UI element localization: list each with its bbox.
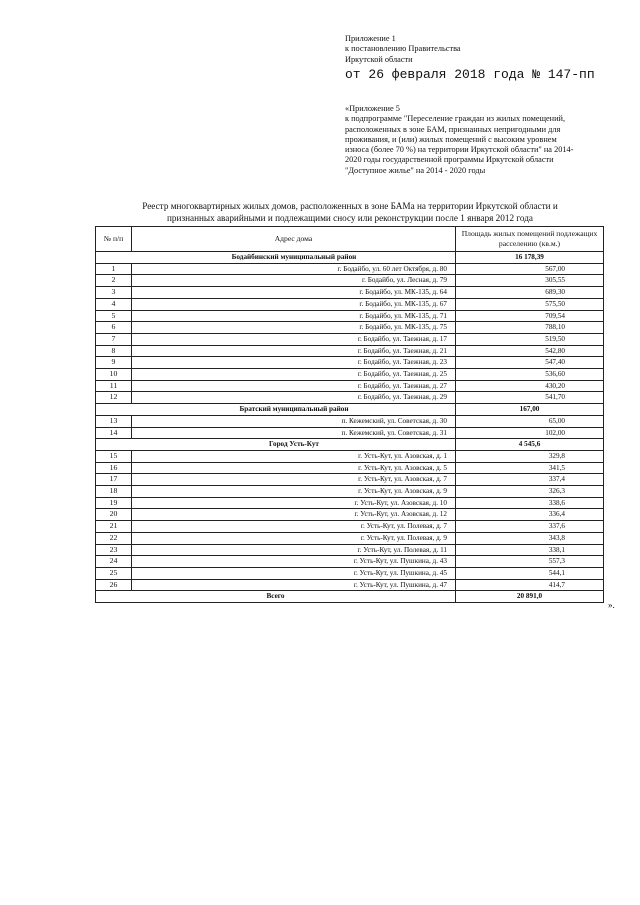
table-body xyxy=(96,252,604,603)
appendix-5-line: проживания, и (или) жилых помещений с высоким уровнем xyxy=(345,134,557,144)
row-number: 5 xyxy=(96,310,132,322)
table-row xyxy=(96,357,604,369)
row-number: 12 xyxy=(96,392,132,404)
living-area: 567,00 xyxy=(456,263,604,275)
group-name: Город Усть-Кут xyxy=(96,439,456,451)
house-address: г. Бодайбо, ул. Таежная, д. 25 xyxy=(132,369,456,381)
row-number: 16 xyxy=(96,462,132,474)
living-area: 341,5 xyxy=(456,462,604,474)
table-row xyxy=(96,462,604,474)
total-value: 20 891,0 xyxy=(456,591,604,603)
table-row xyxy=(96,556,604,568)
row-number: 6 xyxy=(96,322,132,334)
living-area: 343,8 xyxy=(456,532,604,544)
house-address: г. Усть-Кут, ул. Пушкина, д. 43 xyxy=(132,556,456,568)
row-number: 23 xyxy=(96,544,132,556)
house-address: г. Бодайбо, ул. Таежная, д. 21 xyxy=(132,345,456,357)
row-number: 14 xyxy=(96,427,132,439)
group-name: Бодайбинский муниципальный район xyxy=(96,252,456,264)
table-row xyxy=(96,275,604,287)
table-row xyxy=(96,263,604,275)
living-area: 336,4 xyxy=(456,509,604,521)
house-address: г. Бодайбо, ул. Таежная, д. 17 xyxy=(132,333,456,345)
row-number: 2 xyxy=(96,275,132,287)
house-address: п. Кежемский, ул. Советская, д. 30 xyxy=(132,415,456,427)
row-number: 4 xyxy=(96,298,132,310)
table-row xyxy=(96,450,604,462)
row-number: 26 xyxy=(96,579,132,591)
table-row xyxy=(96,287,604,299)
table-row xyxy=(96,579,604,591)
title-line: признанных аварийными и подлежащими сносу или реконструкции после 1 января 2012 года xyxy=(167,212,533,223)
table-row xyxy=(96,415,604,427)
row-number: 3 xyxy=(96,287,132,299)
table-header-row xyxy=(96,227,604,252)
appendix-1-line: к постановлению Правительства xyxy=(345,44,461,54)
house-address: п. Кежемский, ул. Советская, д. 31 xyxy=(132,427,456,439)
living-area: 536,60 xyxy=(456,369,604,381)
house-address: г. Усть-Кут, ул. Азовская, д. 5 xyxy=(132,462,456,474)
table-row xyxy=(96,392,604,404)
living-area: 541,70 xyxy=(456,392,604,404)
table-row xyxy=(96,333,604,345)
living-area: 337,6 xyxy=(456,521,604,533)
house-address: г. Бодайбо, ул. Таежная, д. 23 xyxy=(132,357,456,369)
total-row xyxy=(96,591,604,603)
house-address: г. Бодайбо, ул. МК-135, д. 71 xyxy=(132,310,456,322)
row-number: 24 xyxy=(96,556,132,568)
living-area: 547,40 xyxy=(456,357,604,369)
house-address: г. Бодайбо, ул. Таежная, д. 27 xyxy=(132,380,456,392)
house-address: г. Усть-Кут, ул. Полевая, д. 9 xyxy=(132,532,456,544)
group-row xyxy=(96,252,604,264)
row-number: 8 xyxy=(96,345,132,357)
appendix-5-line: к подпрограмме "Переселение граждан из жилых помещений, xyxy=(345,114,566,124)
table-row xyxy=(96,298,604,310)
row-number: 22 xyxy=(96,532,132,544)
house-address: г. Усть-Кут, ул. Азовская, д. 12 xyxy=(132,509,456,521)
house-address: г. Усть-Кут, ул. Азовская, д. 7 xyxy=(132,474,456,486)
row-number: 18 xyxy=(96,486,132,498)
house-address: г. Бодайбо, ул. Лесная, д. 79 xyxy=(132,275,456,287)
house-address: г. Усть-Кут, ул. Азовская, д. 10 xyxy=(132,497,456,509)
table-row xyxy=(96,322,604,334)
living-area: 338,1 xyxy=(456,544,604,556)
living-area: 430,20 xyxy=(456,380,604,392)
table-row xyxy=(96,486,604,498)
appendix-1-line: Иркутской области xyxy=(345,54,413,64)
group-total: 4 545,6 xyxy=(456,439,604,451)
housing-registry-table xyxy=(95,226,604,603)
title-line: Реестр многоквартирных жилых домов, расположенных в зоне БАМа на территории Иркутской области и xyxy=(142,201,558,211)
house-address: г. Бодайбо, ул. МК-135, д. 67 xyxy=(132,298,456,310)
table-row xyxy=(96,474,604,486)
table-row xyxy=(96,567,604,579)
house-address: г. Усть-Кут, ул. Азовская, д. 1 xyxy=(132,450,456,462)
column-header-area: Площадь жилых помещений подлежащих расселению (кв.м.) xyxy=(456,227,604,252)
group-name: Братский муниципальный район xyxy=(96,404,456,416)
living-area: 544,1 xyxy=(456,567,604,579)
house-address: г. Бодайбо, ул. Таежная, д. 29 xyxy=(132,392,456,404)
living-area: 337,4 xyxy=(456,474,604,486)
living-area: 709,54 xyxy=(456,310,604,322)
table-row xyxy=(96,521,604,533)
living-area: 519,50 xyxy=(456,333,604,345)
appendix-5-line: "Доступное жилье" на 2014 - 2020 годы xyxy=(345,165,486,175)
appendix-1-line: Приложение 1 xyxy=(345,34,396,43)
house-address: г. Усть-Кут, ул. Полевая, д. 7 xyxy=(132,521,456,533)
table-row xyxy=(96,345,604,357)
house-address: г. Бодайбо, ул. МК-135, д. 64 xyxy=(132,287,456,299)
living-area: 788,10 xyxy=(456,322,604,334)
living-area: 414,7 xyxy=(456,579,604,591)
column-header-number: № п/п xyxy=(96,227,132,252)
table-row xyxy=(96,380,604,392)
table-row xyxy=(96,509,604,521)
total-label: Всего xyxy=(96,591,456,603)
row-number: 21 xyxy=(96,521,132,533)
row-number: 15 xyxy=(96,450,132,462)
appendix-5-line: износа (более 70 %) на территории Иркутской области" на 2014- xyxy=(345,145,574,155)
house-address: г. Бодайбо, ул. 60 лет Октября, д. 80 xyxy=(132,263,456,275)
closing-quote-mark: ». xyxy=(608,600,615,610)
house-address: г. Усть-Кут, ул. Азовская, д. 9 xyxy=(132,486,456,498)
row-number: 9 xyxy=(96,357,132,369)
row-number: 7 xyxy=(96,333,132,345)
appendix-5-line: расположенных в зоне БАМ, признанных непригодными для xyxy=(345,124,561,134)
appendix-5-header xyxy=(345,104,573,176)
living-area: 542,80 xyxy=(456,345,604,357)
living-area: 65,00 xyxy=(456,415,604,427)
table-row xyxy=(96,532,604,544)
living-area: 338,6 xyxy=(456,497,604,509)
living-area: 329,8 xyxy=(456,450,604,462)
row-number: 1 xyxy=(96,263,132,275)
appendix-5-line: 2020 годы государственной программы Иркутской области xyxy=(345,155,554,165)
row-number: 25 xyxy=(96,567,132,579)
group-row xyxy=(96,404,604,416)
row-number: 17 xyxy=(96,474,132,486)
table-row xyxy=(96,369,604,381)
table-row xyxy=(96,497,604,509)
table-row xyxy=(96,310,604,322)
living-area: 305,55 xyxy=(456,275,604,287)
row-number: 10 xyxy=(96,369,132,381)
house-address: г. Усть-Кут, ул. Полевая, д. 11 xyxy=(132,544,456,556)
row-number: 20 xyxy=(96,509,132,521)
table-row xyxy=(96,427,604,439)
appendix-1-header xyxy=(345,34,595,82)
house-address: г. Усть-Кут, ул. Пушкина, д. 45 xyxy=(132,567,456,579)
living-area: 102,00 xyxy=(456,427,604,439)
resolution-date-stamp: от 26 февраля 2018 года № 147-пп xyxy=(345,66,595,82)
living-area: 557,3 xyxy=(456,556,604,568)
living-area: 689,30 xyxy=(456,287,604,299)
living-area: 326,3 xyxy=(456,486,604,498)
group-row xyxy=(96,439,604,451)
row-number: 13 xyxy=(96,415,132,427)
living-area: 575,50 xyxy=(456,298,604,310)
row-number: 11 xyxy=(96,380,132,392)
house-address: г. Усть-Кут, ул. Пушкина, д. 47 xyxy=(132,579,456,591)
group-total: 167,00 xyxy=(456,404,604,416)
appendix-5-line: «Приложение 5 xyxy=(345,104,400,113)
house-address: г. Бодайбо, ул. МК-135, д. 75 xyxy=(132,322,456,334)
row-number: 19 xyxy=(96,497,132,509)
table-row xyxy=(96,544,604,556)
document-title xyxy=(0,201,640,224)
column-header-address: Адрес дома xyxy=(132,227,456,252)
group-total: 16 178,39 xyxy=(456,252,604,264)
